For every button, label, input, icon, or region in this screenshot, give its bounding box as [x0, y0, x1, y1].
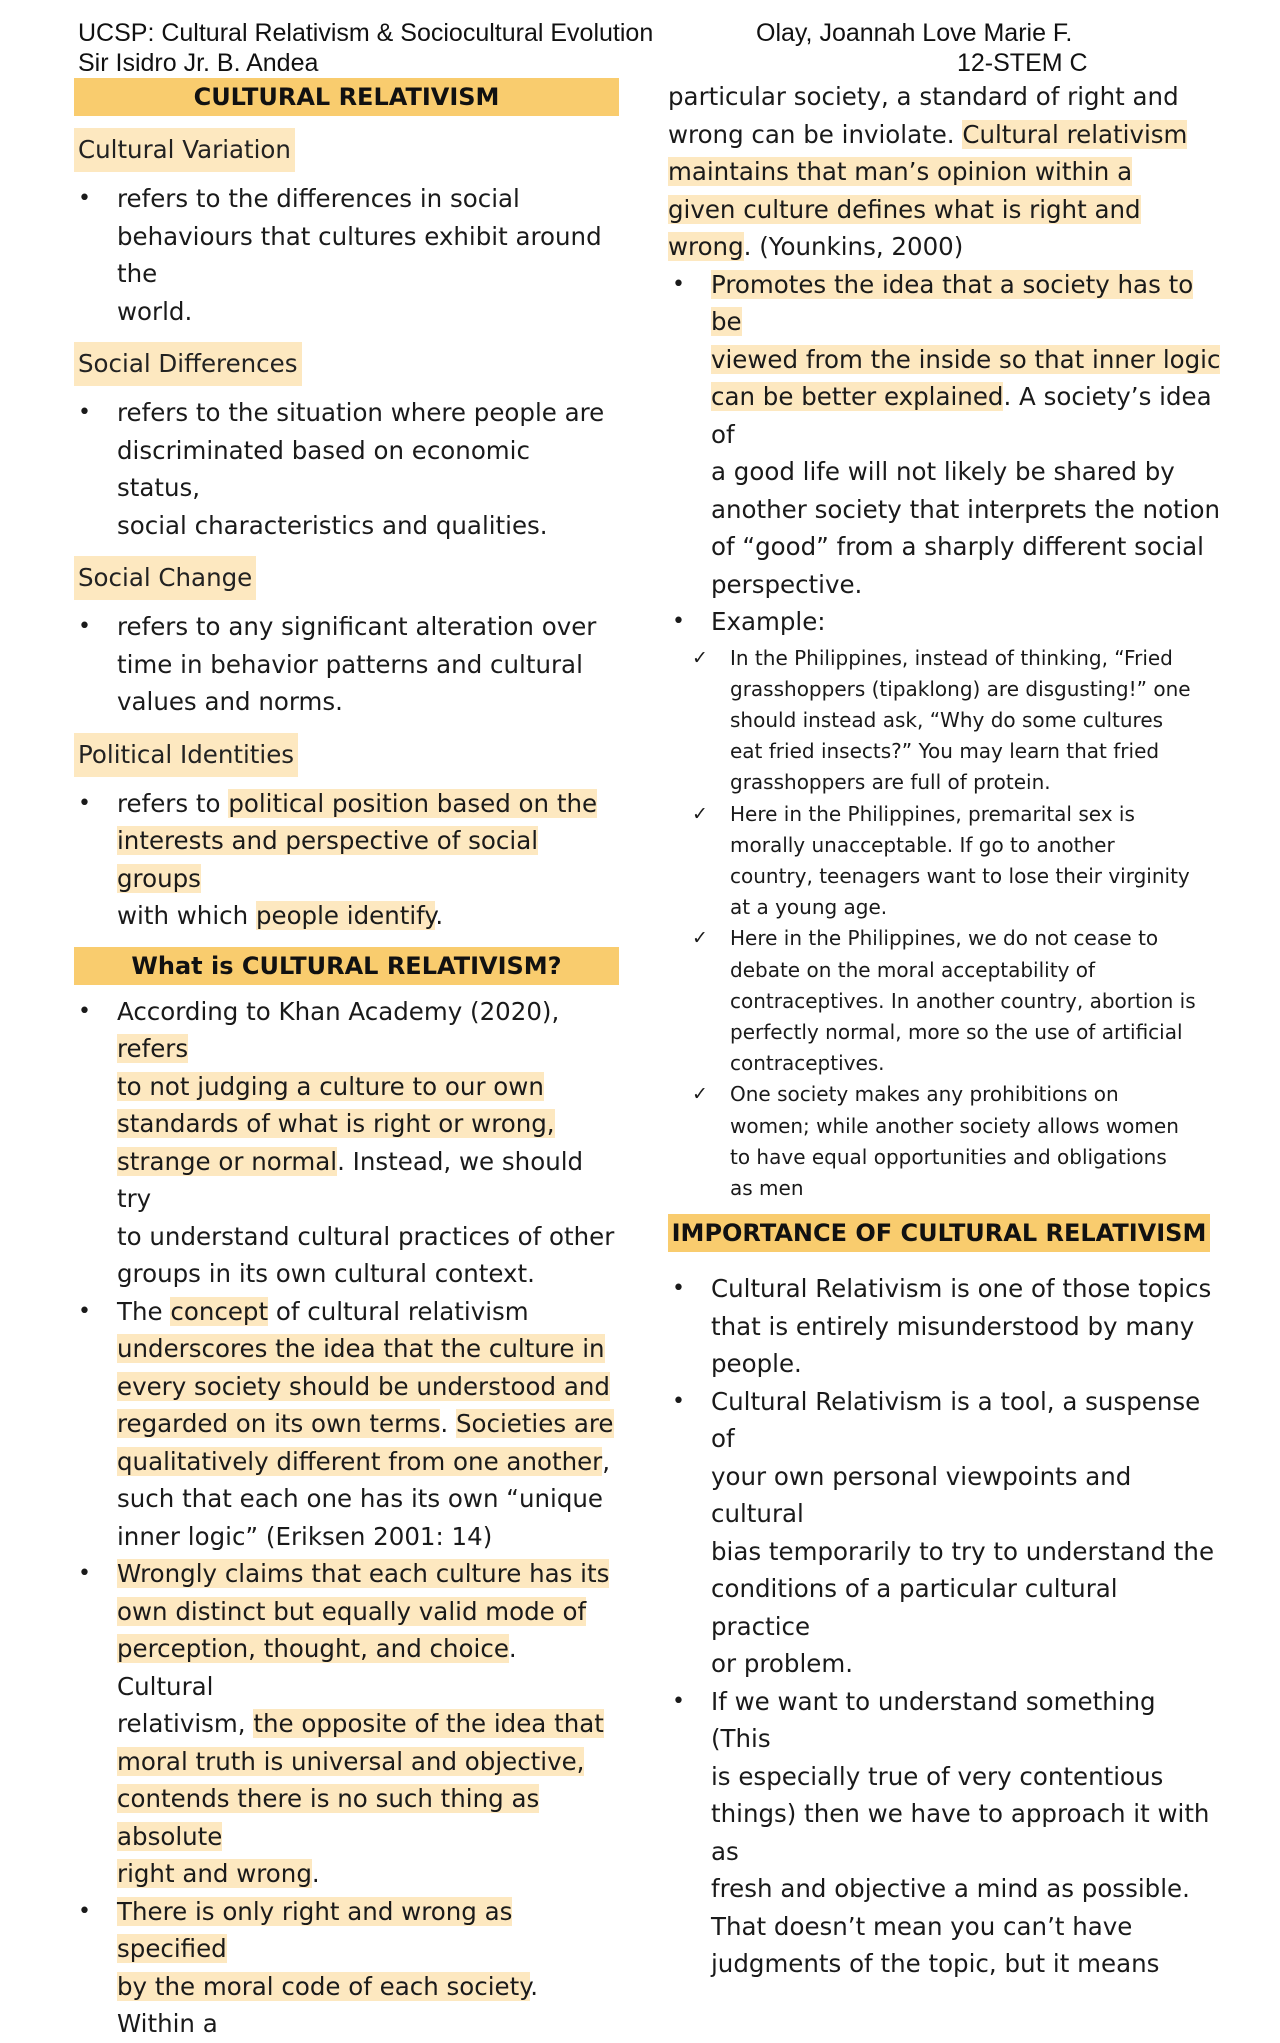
text-line: judgments of the topic, but it means	[711, 1949, 1160, 1979]
definition-cultural-variation	[74, 180, 619, 330]
highlighted-text: perception, thought, and choice	[117, 1634, 509, 1663]
term-social-change: Social Change	[74, 556, 256, 600]
text-line: a good life will not likely be shared by	[711, 457, 1175, 486]
highlighted-text: Societies are	[455, 1409, 614, 1438]
text-line: to understand cultural practices of other	[117, 1221, 615, 1251]
left-column	[74, 78, 619, 2043]
highlighted-text: Wrongly claims that each culture has its	[117, 1559, 610, 1588]
text-line: inner logic” (Eriksen 2001: 14)	[117, 1521, 493, 1551]
right-column	[668, 78, 1223, 1983]
text-line: perfectly normal, more so the use of artificial	[730, 1019, 1183, 1044]
text-line: at a young age.	[730, 895, 888, 920]
text-line: country, teenagers want to lose their virginity	[730, 863, 1190, 888]
bullet-concept	[74, 1293, 619, 1556]
term-cultural-variation: Cultural Variation	[74, 128, 295, 172]
highlighted-text: moral truth is universal and objective,	[117, 1746, 585, 1776]
highlighted-text: refers	[117, 1034, 189, 1063]
text-line: contraceptives. In another country, abortion is	[730, 988, 1196, 1013]
text-segment: . (Younkins, 2000)	[743, 232, 964, 261]
text-line: Cultural Relativism is one of those topics	[711, 1274, 1212, 1304]
text-segment: . Cultural	[117, 1634, 517, 1701]
checkmark-icon: ✓	[692, 1083, 708, 1106]
text-line: that is entirely misunderstood by many	[711, 1311, 1195, 1341]
bullet-promotes-idea	[668, 266, 1223, 604]
highlighted-text: people identify	[255, 901, 436, 930]
highlighted-text: viewed from the inside so that inner logic	[711, 344, 1221, 374]
highlighted-text: underscores the idea that the culture in	[117, 1334, 605, 1363]
text-line: grasshoppers (tipaklong) are disgusting!” one	[730, 676, 1191, 701]
text-line: conditions of a particular cultural practice	[711, 1574, 1118, 1641]
highlighted-text: every society should be understood and	[117, 1371, 610, 1401]
example-item	[668, 799, 1223, 924]
term-political-identities: Political Identities	[74, 733, 298, 777]
text-segment: ,	[602, 1446, 611, 1476]
highlighted-text: contends there is no such thing as absolute	[117, 1784, 540, 1851]
text-line: is especially true of very contentious	[711, 1761, 1164, 1791]
what-is-cultural-relativism-heading: What is CULTURAL RELATIVISM?	[74, 947, 619, 985]
highlighted-text: wrong	[668, 232, 744, 261]
text-line: debate on the moral acceptability of	[730, 957, 1096, 982]
highlighted-text: standards of what is right or wrong,	[117, 1109, 555, 1138]
importance-item	[668, 1683, 1223, 1983]
example-list	[668, 643, 1223, 1205]
text-line: women; while another society allows women	[730, 1113, 1179, 1138]
highlighted-text: the opposite of the idea that	[253, 1709, 604, 1738]
text-line: values and norms.	[117, 687, 343, 716]
text-line: as men	[730, 1175, 804, 1200]
text-line: contraceptives.	[730, 1051, 885, 1076]
text-line: refers to the situation where people are	[117, 398, 605, 427]
checkmark-icon: ✓	[692, 927, 708, 950]
highlighted-text: Cultural relativism	[962, 119, 1188, 149]
text-segment: wrong can be inviolate.	[668, 119, 963, 149]
text-line: perspective.	[711, 569, 863, 599]
highlighted-text: given culture defines what is right and	[668, 194, 1141, 224]
bullet-continuation	[668, 78, 1223, 266]
bullet-example	[668, 603, 1223, 1204]
example-item	[668, 1079, 1223, 1204]
definition-political-identities	[74, 785, 619, 935]
highlighted-text: There is only right and wrong as specified	[117, 1896, 513, 1963]
term-social-differences: Social Differences	[74, 342, 302, 386]
text-line: time in behavior patterns and cultural	[117, 649, 583, 679]
highlighted-text: maintains that man’s opinion within a	[668, 157, 1133, 186]
text-segment: . A society’s idea of	[711, 382, 1212, 449]
text-line: In the Philippines, instead of thinking, “Fried	[730, 645, 1173, 670]
importance-item	[668, 1383, 1223, 1683]
text-line: of “good” from a sharply different social	[711, 532, 1204, 561]
what-is-list	[74, 993, 619, 2043]
text-line: behaviours that cultures exhibit around the	[117, 221, 602, 288]
text-line: One society makes any prohibitions on	[730, 1082, 1119, 1107]
highlighted-text: regarded on its own terms	[117, 1409, 441, 1438]
text-segment: The	[117, 1296, 171, 1326]
highlighted-text: qualitatively different from one another	[117, 1446, 603, 1476]
text-line: groups in its own cultural context.	[117, 1259, 535, 1288]
text-line: such that each one has its own “unique	[117, 1484, 603, 1513]
text-segment: . Instead, we should try	[117, 1146, 584, 1213]
text-line: things) then we have to approach it with as	[711, 1799, 1210, 1866]
student-name: Olay, Joannah Love Marie F.	[756, 19, 1073, 47]
definition-social-differences	[74, 394, 619, 544]
text-line: That doesn’t mean you can’t have	[711, 1911, 1133, 1941]
highlighted-text: own distinct but equally valid mode of	[117, 1596, 587, 1626]
text-line: discriminated based on economic status,	[117, 435, 530, 502]
text-line: fresh and objective a mind as possible.	[711, 1874, 1190, 1904]
example-item	[668, 923, 1223, 1079]
checkmark-icon: ✓	[692, 802, 708, 825]
text-segment: relativism,	[117, 1709, 254, 1738]
highlighted-text: can be better explained	[711, 382, 1004, 411]
example-label: Example:	[711, 607, 826, 636]
text-segment: .	[435, 901, 444, 930]
highlighted-text: concept	[170, 1296, 269, 1326]
example-item	[668, 643, 1223, 799]
continuation-list	[668, 78, 1223, 266]
text-line: world.	[117, 296, 193, 326]
text-segment: According to Khan Academy (2020),	[117, 996, 560, 1026]
text-line: bias temporarily to try to understand the	[711, 1536, 1215, 1566]
importance-item	[668, 1270, 1223, 1383]
right-bullet-list	[668, 266, 1223, 1205]
highlighted-text: political position based on the	[228, 788, 598, 818]
text-line: social characteristics and qualities.	[117, 510, 548, 540]
definition-social-change	[74, 608, 619, 721]
text-line: morally unacceptable. If go to another	[730, 832, 1115, 857]
text-line: your own personal viewpoints and cultural	[711, 1461, 1132, 1529]
text-segment: refers to	[117, 788, 229, 818]
term-definition-list	[74, 180, 619, 330]
text-segment: with which	[117, 901, 256, 930]
term-definition-list	[74, 608, 619, 721]
checkmark-icon: ✓	[692, 646, 708, 669]
text-line: grasshoppers are full of protein.	[730, 770, 1051, 795]
text-segment: . Within a	[117, 1971, 539, 2038]
text-segment: .	[440, 1409, 456, 1438]
text-line: particular society, a standard of right and	[668, 82, 1179, 111]
student-section: 12-STEM C	[957, 49, 1088, 77]
importance-heading: IMPORTANCE OF CULTURAL RELATIVISM	[668, 1214, 1210, 1252]
text-line: refers to the differences in social	[117, 184, 520, 213]
text-line: refers to any significant alteration over	[117, 612, 597, 641]
text-line: another society that interprets the notion	[711, 494, 1220, 524]
highlighted-text: Promotes the idea that a society has to be	[711, 269, 1194, 336]
text-line: Here in the Philippines, premarital sex is	[730, 801, 1135, 826]
highlighted-text: interests and perspective of social groups	[117, 826, 539, 893]
importance-list	[668, 1270, 1223, 1983]
term-definition-list	[74, 394, 619, 544]
highlighted-text: right and wrong	[117, 1859, 312, 1888]
text-segment: of cultural relativism	[268, 1296, 529, 1326]
cultural-relativism-heading: CULTURAL RELATIVISM	[74, 78, 619, 116]
highlighted-text: strange or normal	[117, 1146, 338, 1176]
text-segment: .	[311, 1859, 320, 1888]
term-definition-list	[74, 785, 619, 935]
text-line: people.	[711, 1349, 802, 1379]
course-title: UCSP: Cultural Relativism & Sociocultural Evolution	[78, 19, 654, 47]
text-line: If we want to understand something (This	[711, 1686, 1156, 1754]
text-line: Cultural Relativism is a tool, a suspense of	[711, 1386, 1201, 1454]
teacher-name: Sir Isidro Jr. B. Andea	[78, 49, 319, 77]
highlighted-text: to not judging a culture to our own	[117, 1071, 544, 1101]
text-line: or problem.	[711, 1649, 854, 1679]
text-line: eat fried insects?” You may learn that fried	[730, 739, 1160, 764]
text-line: should instead ask, “Why do some cultures	[730, 707, 1164, 732]
bullet-khan-academy	[74, 993, 619, 1293]
bullet-only-right-and-wrong	[74, 1893, 619, 2043]
highlighted-text: by the moral code of each society	[117, 1971, 531, 2001]
bullet-wrongly-claims	[74, 1555, 619, 1893]
text-line: Here in the Philippines, we do not cease to	[730, 926, 1159, 951]
text-line: to have equal opportunities and obligations	[730, 1144, 1167, 1169]
